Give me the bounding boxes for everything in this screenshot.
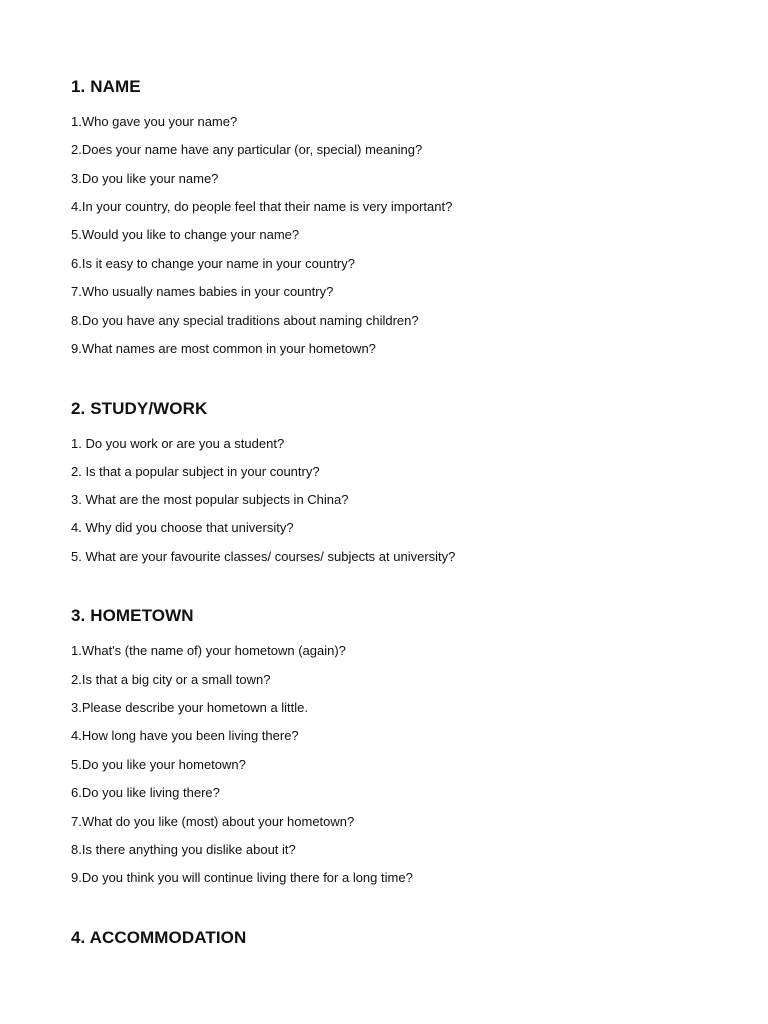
question-item: 4.In your country, do people feel that their name is very important? bbox=[71, 199, 453, 214]
question-item: 2. Is that a popular subject in your country? bbox=[71, 464, 320, 479]
question-item: 2.Is that a big city or a small town? bbox=[71, 672, 271, 687]
section-title-study-work: 2. STUDY/WORK bbox=[71, 399, 208, 418]
question-item: 5.Would you like to change your name? bbox=[71, 227, 300, 242]
question-item: 4. Why did you choose that university? bbox=[71, 520, 294, 535]
section-title-name: 1. NAME bbox=[71, 77, 141, 96]
section-title-hometown: 3. HOMETOWN bbox=[71, 606, 194, 625]
question-item: 4.How long have you been living there? bbox=[71, 728, 299, 743]
question-item: 2.Does your name have any particular (or, special) meaning? bbox=[71, 142, 423, 157]
question-item: 8.Is there anything you dislike about it? bbox=[71, 842, 296, 857]
section-title-accommodation: 4. ACCOMMODATION bbox=[71, 928, 247, 947]
question-item: 9.What names are most common in your hometown? bbox=[71, 341, 376, 356]
question-item: 7.What do you like (most) about your hometown? bbox=[71, 814, 355, 829]
question-item: 8.Do you have any special traditions about naming children? bbox=[71, 313, 419, 328]
question-item: 7.Who usually names babies in your country? bbox=[71, 284, 334, 299]
question-item: 5.Do you like your hometown? bbox=[71, 757, 246, 772]
question-item: 6.Is it easy to change your name in your country? bbox=[71, 256, 355, 271]
question-item: 3.Please describe your hometown a little. bbox=[71, 700, 309, 715]
question-item: 9.Do you think you will continue living there for a long time? bbox=[71, 870, 413, 885]
question-item: 3.Do you like your name? bbox=[71, 171, 219, 186]
question-item: 1. Do you work or are you a student? bbox=[71, 436, 285, 451]
question-item: 6.Do you like living there? bbox=[71, 785, 220, 800]
question-item: 1.Who gave you your name? bbox=[71, 114, 238, 129]
question-item: 5. What are your favourite classes/ courses/ subjects at university? bbox=[71, 549, 456, 564]
question-item: 1.What's (the name of) your hometown (again)? bbox=[71, 643, 346, 658]
question-item: 3. What are the most popular subjects in China? bbox=[71, 492, 349, 507]
